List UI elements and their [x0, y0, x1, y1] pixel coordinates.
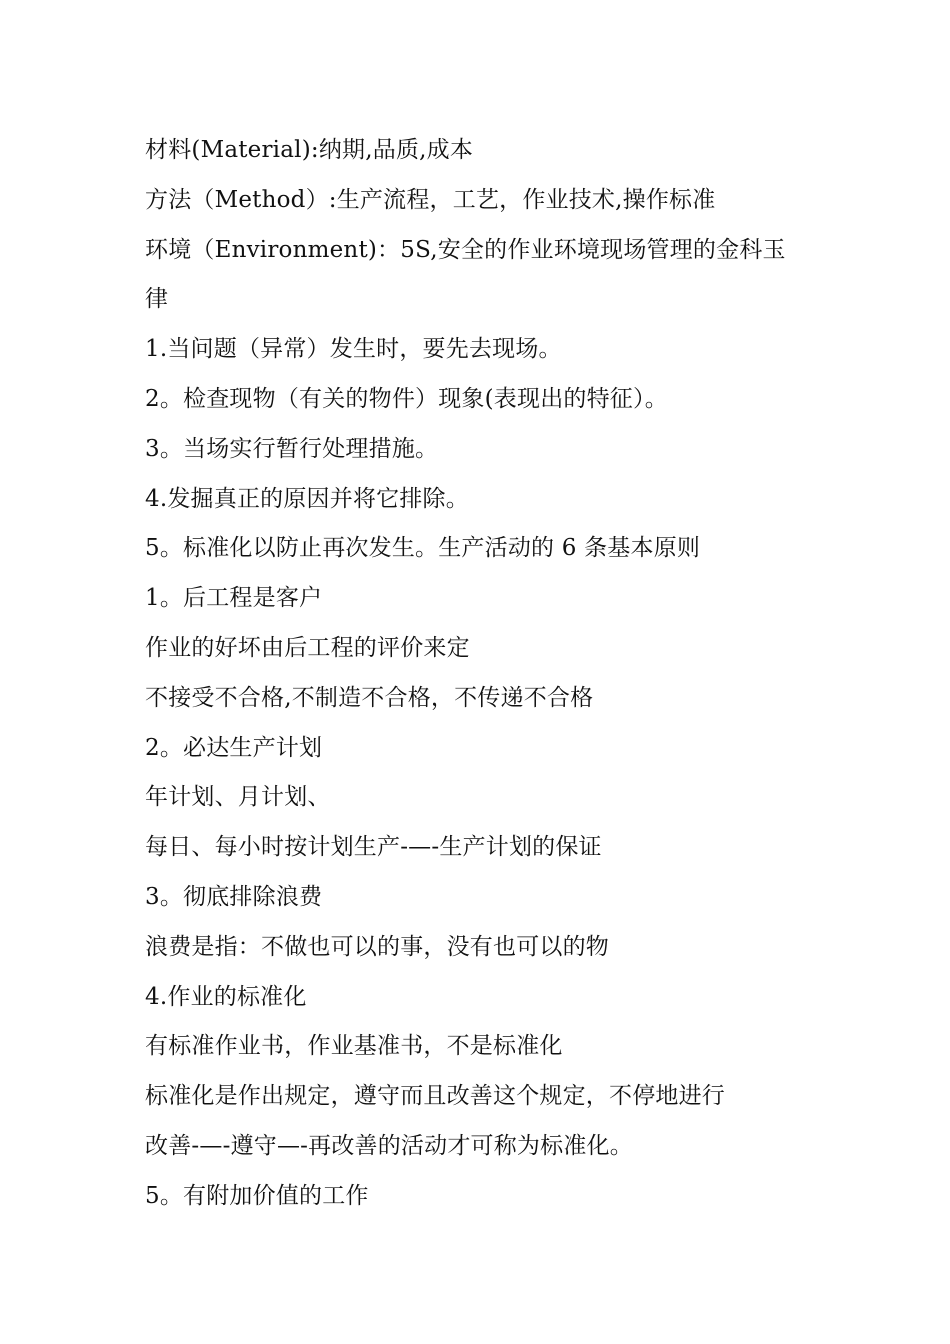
text-line: 4.作业的标准化 — [145, 983, 307, 1010]
text-line: 1.当问题（异常）发生时，要先去现场。 — [145, 336, 562, 363]
text-line: 作业的好坏由后工程的评价来定 — [145, 634, 470, 661]
text-line: 5。有附加价值的工作 — [145, 1182, 369, 1209]
document-body — [145, 126, 825, 1222]
text-line: 有标准作业书，作业基准书，不是标准化 — [145, 1033, 563, 1060]
text-line: 3。彻底排除浪费 — [145, 883, 323, 910]
text-line: 5。标准化以防止再次发生。生产活动的 6 条基本原则 — [145, 535, 701, 562]
text-line: 3。当场实行暂行处理措施。 — [145, 435, 439, 462]
text-line: 浪费是指：不做也可以的事，没有也可以的物 — [145, 933, 609, 960]
text-line: 每日、每小时按计划生产-—-生产计划的保证 — [145, 834, 602, 861]
text-line: 4.发掘真正的原因并将它排除。 — [145, 485, 469, 512]
text-line: 年计划、月计划、 — [145, 784, 331, 811]
text-line: 改善-—-遵守—-再改善的活动才可称为标准化。 — [145, 1132, 633, 1159]
text-line: 1。后工程是客户 — [145, 585, 323, 612]
text-line: 环境（Environment)：5S,安全的作业环境现场管理的金科玉 — [145, 236, 786, 263]
text-line: 不接受不合格,不制造不合格，不传递不合格 — [145, 684, 594, 711]
text-line: 2。检查现物（有关的物件）现象(表现出的特征）。 — [145, 385, 668, 412]
text-line: 标准化是作出规定，遵守而且改善这个规定，不停地进行 — [145, 1083, 725, 1110]
text-line: 律 — [145, 286, 169, 313]
text-line: 2。必达生产计划 — [145, 734, 323, 761]
text-line: 方法（Method）:生产流程，工艺，作业技术,操作标准 — [145, 186, 716, 213]
text-line: 材料(Material):纳期,品质,成本 — [145, 137, 474, 163]
